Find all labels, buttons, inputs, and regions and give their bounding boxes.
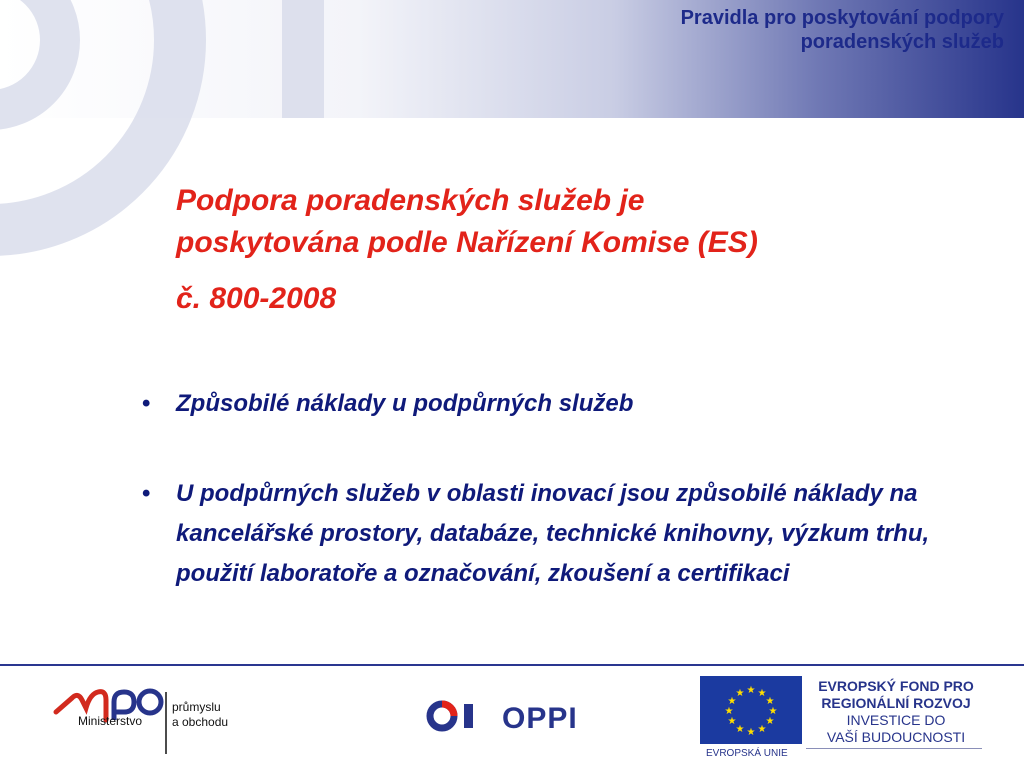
eu-flag-icon xyxy=(700,676,802,744)
mpo-text-line-2: a obchodu xyxy=(172,715,229,729)
page-title xyxy=(544,6,1004,54)
eu-stars-icon xyxy=(700,676,802,744)
title-line-2: poradenských služeb xyxy=(800,31,1004,53)
eu-divider xyxy=(806,748,982,749)
svg-text:★: ★ xyxy=(746,727,756,738)
eu-fund-text xyxy=(806,678,986,746)
svg-text:★: ★ xyxy=(735,724,745,735)
heading-line-1: Podpora poradenských služeb je xyxy=(176,184,645,217)
heading-line-3: č. 800-2008 xyxy=(176,282,337,315)
eu-text-line-4: VAŠÍ BUDOUCNOSTI xyxy=(826,729,966,745)
bullet-item: • Způsobilé náklady u podpůrných služeb xyxy=(140,384,1010,424)
bullet-item: • U podpůrných služeb v oblasti inovací jsou způsobilé náklady na kancelářské prostory, databáze, technické knihovny, výzkum trhu, použití laboratoře a označování, zkoušení a certifikaci xyxy=(140,474,1010,594)
eu-text-line-1: EVROPSKÝ FOND PRO xyxy=(818,678,974,694)
svg-text:★: ★ xyxy=(727,716,737,727)
mpo-text-right xyxy=(172,700,228,730)
title-line-1: Pravidla pro poskytování podpory xyxy=(680,7,1004,29)
eu-text-line-2: REGIONÁLNÍ ROZVOJ xyxy=(821,695,971,711)
svg-text:★: ★ xyxy=(724,706,734,717)
svg-text:★: ★ xyxy=(727,696,737,707)
eu-logo xyxy=(700,676,990,766)
mpo-text-left: Ministerstvo xyxy=(78,714,143,728)
main-heading xyxy=(176,180,976,320)
eu-flag-caption: EVROPSKÁ UNIE xyxy=(706,748,788,759)
oppi-label: OPPI xyxy=(502,702,578,735)
svg-text:★: ★ xyxy=(765,696,775,707)
oppi-mark-icon xyxy=(424,696,494,740)
mpo-logo xyxy=(52,680,242,760)
svg-text:★: ★ xyxy=(768,706,778,717)
oppi-logo xyxy=(424,696,614,740)
mpo-text-line-1: průmyslu xyxy=(172,700,221,714)
svg-text:★: ★ xyxy=(765,716,775,727)
svg-text:★: ★ xyxy=(757,724,767,735)
bullet-list xyxy=(140,384,1010,644)
heading-line-2: poskytována podle Nařízení Komise (ES) xyxy=(176,226,758,259)
svg-text:★: ★ xyxy=(746,685,756,696)
svg-text:★: ★ xyxy=(735,688,745,699)
svg-text:★: ★ xyxy=(757,688,767,699)
eu-text-line-3: INVESTICE DO xyxy=(846,712,946,728)
